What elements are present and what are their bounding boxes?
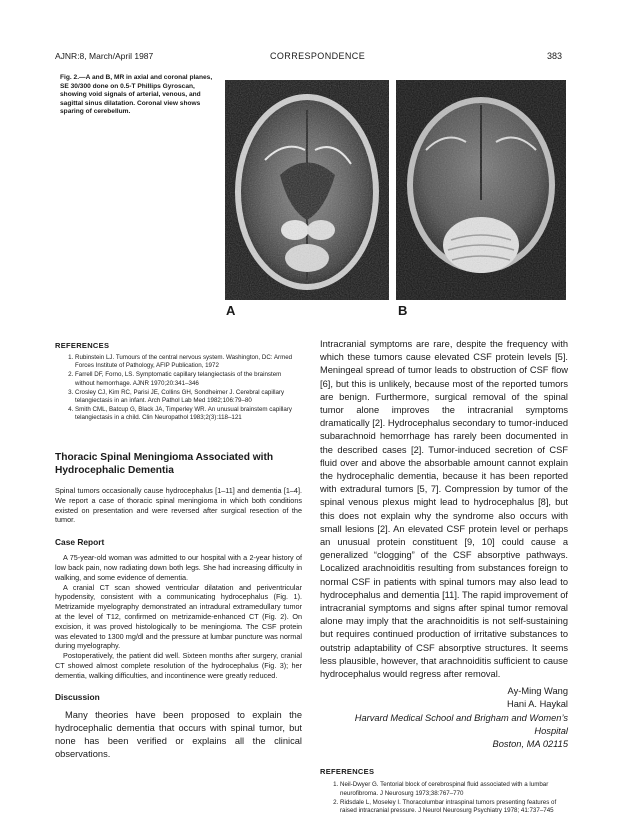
mri-axial-image bbox=[225, 80, 389, 300]
author-name: Ay-Ming Wang bbox=[507, 686, 568, 697]
references-block-1 bbox=[55, 341, 302, 424]
figure-label-b: B bbox=[398, 303, 408, 318]
discussion-paragraph-continued: Intracranial symptoms are rare, despite the frequency with which these tumors cause elevated CSF protein levels [5]. Meningeal spread of tumor leads to obstruction of CSF flow [6], but this is unlikely, because most of the reported tumors are benign. Furthermore, surgical removal of the spinal tumor alone improves the intracranial symptoms dramatically [2]. Hydrocephalus secondary to tumor-induced subarachnoid hemorrhage has rarely been documented in the described cases [2]. Tumor-induced secretion of CSF fluid over and above the absorbable amount cannot explain the hydrocephalic dementia, because it has been reported with extradural tumors [5, 7]. Compression by tumor of the spinal venous plexus might lead to hydrocephalus [8], but this does not explain why the syndrome also occurs with small lesions [2]. An elevated CSF protein level or perhaps an unusual protein constituent [9, 10] could cause a generalized “clogging” of the CSF absorptive pathways. Localized arachnoiditis resulting from substances foreign to normal CSF in patients with spinal tumors may also lead to hydrocephalus and dementia [11]. The rapid improvement of intracranial symptoms and signs after spinal tumor removal alone may imply that the arachnoiditis is not self-sustaining but requires continued production of irritative substances to outstrip adaptability of CSF absorptive structures. It seems less plausible, however, that arachnoiditis sufficient to cause hydrocephalus would regress after removal. bbox=[320, 339, 568, 680]
references-heading: REFERENCES bbox=[55, 341, 110, 350]
article-abstract: Spinal tumors occasionally cause hydrocephalus [1–11] and dementia [1–4]. We report a case of thoracic spinal meningioma in which both conditions existed on presentation and were reversed after surgical resection of the tumor. bbox=[55, 486, 302, 525]
reference-item: 1. Rubinstein LJ. Tumours of the central nervous system. Washington, DC: Armed Forces Institute of Pathology, AFIP Publication, 1972 bbox=[75, 354, 302, 370]
section-title: CORRESPONDENCE bbox=[270, 51, 366, 61]
reference-item: 3. Crosley CJ, Kim RC, Parisi JE, Collins GH, Sondheimer J. Cerebral capillary telangiectasis in an infant. Arch Pathol Lab Med 1982;106:79–80 bbox=[75, 389, 302, 405]
author-location: Boston, MA 02115 bbox=[492, 739, 568, 750]
reference-item: 4. Smith CML, Batcup G, Black JA, Timperley WR. An unusual brainstem capillary telangiectasis in a child. Clin Neuropathol 1983;2(3):118–121 bbox=[75, 406, 302, 422]
figure-label-a: A bbox=[226, 303, 236, 318]
reference-item: 1. Neil-Dwyer G. Tentorial block of cerebrospinal fluid associated with a lumbar neurofibroma. J Neurosurg 1973;38:767–770 bbox=[340, 781, 568, 797]
author-affiliation: Harvard Medical School and Brigham and Women’s Hospital bbox=[354, 712, 568, 736]
article-right-column bbox=[320, 338, 568, 816]
author-name: Hani A. Haykal bbox=[507, 699, 568, 710]
article-left-column bbox=[55, 451, 302, 761]
reference-item: 2. Ridsdale L, Moseley I. Thoracolumbar intraspinal tumors presenting features of raised intracranial pressure. J Neurol Neurosurg Psychiatry 1978; 41:737–745 bbox=[340, 799, 568, 815]
case-paragraph: A cranial CT scan showed ventricular dilatation and periventricular hypodensity, consistent with a communicating hydrocephalus (Fig. 1). Metrizamide myelography demonstrated an intradural extramedullary tumor at the level of T12, confirmed on metrizamide-enhanced CT (Fig. 2). On excision, it was proved histologically to be meningioma. The CSF protein was elevated to 1300 mg/dl and the pressure at lumbar puncture was normal during myelography. bbox=[55, 582, 302, 651]
journal-citation: AJNR:8, March/April 1987 bbox=[55, 51, 154, 61]
case-report-heading: Case Report bbox=[55, 537, 105, 548]
reference-item: 2. Farrell DF, Forno, LS. Symptomatic capillary telangiectasis of the brainstem without hemorrhage. AJNR 1970;20:341–346 bbox=[75, 371, 302, 387]
figure-caption: Fig. 2.—A and B, MR in axial and coronal planes, SE 30/300 done on 0.5-T Phillips Gyroscan, showing void signals of arterial, venous, and sagittal sinus dilatation. Coronal view shows sparing of cerebellum. bbox=[60, 74, 213, 116]
references-heading-2: REFERENCES bbox=[320, 767, 375, 777]
page-number: 383 bbox=[547, 51, 563, 61]
discussion-paragraph: Many theories have been proposed to explain the hydrocephalic dementia that occurs with spinal tumor, but none has been verified or explains all the clinical observations. bbox=[55, 709, 302, 760]
article-title: Thoracic Spinal Meningioma Associated with Hydrocephalic Dementia bbox=[55, 452, 274, 476]
case-paragraph: Postoperatively, the patient did well. Sixteen months after surgery, cranial CT showed almost complete resolution of the hydrocephalus (Fig. 3); her dementia, walking difficulties, and incontinence were greatly reduced. bbox=[55, 651, 302, 680]
discussion-heading: Discussion bbox=[55, 691, 100, 702]
case-paragraph: A 75-year-old woman was admitted to our hospital with a 2-year history of low back pain, now radiating down both legs. She had increasing difficulty in walking, and some evidence of dementia. bbox=[55, 553, 302, 582]
mri-coronal-image bbox=[396, 80, 566, 300]
